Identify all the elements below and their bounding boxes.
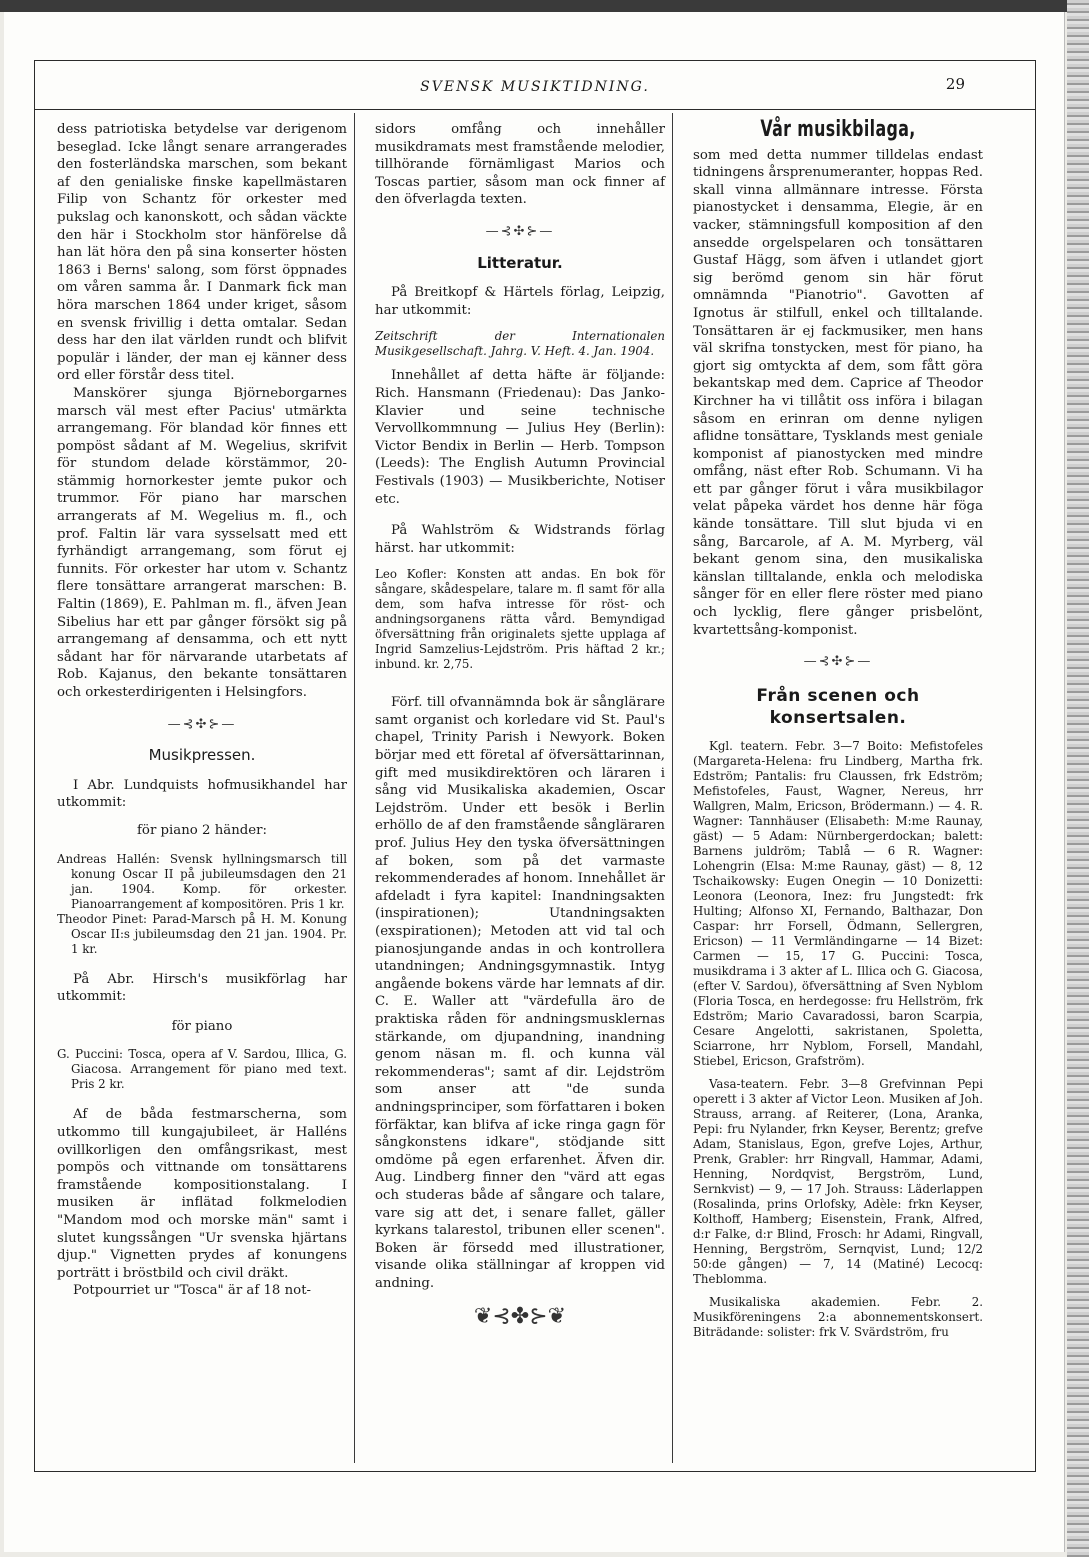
scan-right-edge [1067,0,1089,1557]
column-rule-left [354,113,355,1463]
entry: Leo Kofler: Konsten att andas. En bok för sångare, skådespelare, talare m. fl samt för alla dem, som hafva intresse för röst- och andningsorganens rätta vård. Bemyndigad öfversättning från originalets sjette upplaga af Ingrid Samzelius-Lejdström. Pris häftad 2 kr.; inbund. kr. 2,75. [375,567,665,672]
paragraph: På Breitkopf & Härtels förlag, Leipzig, har utkommit: [375,285,665,318]
spacer [375,680,665,694]
ornament: —⊰✣⊱— [167,716,237,732]
spacer [57,957,347,971]
column-3 [693,117,983,1340]
paragraph: Förf. till ofvannämnda bok är sånglärare samt organist och korledare vid St. Paul's chapel, Trinity Parish i Newyork. Boken börjar med ett företal af öfversättarinnan, gift med musikdirektören och läraren i sång vid Musikaliska akademien, Oscar Lejdström. Under ett besök i Berlin erhöllo de af den framstående sångläraren prof. Julius Hey den tyska öfversättningen af boken, som på det varmaste rekommenderades af honom. Innehållet är afdeladt i fyra kapitel: Inandningsakten (inspirationen); Utandningsakten (exspirationen); Metoden att vid tal och pianosjungande andas in och kontrollera utandningen; Andningsgymnastik. Intyg angående bokens värde har lemnats af dir. C. E. Waller att "värdefulla äro de praktiska råden för andningsmusklernas stärkande, om djupandning, inandning genom näsan m. fl. och kunna väl rekommenderas"; samt af dir. Lejdström som anser att "de sunda andningsprinciper, som författaren i boken förfäktar, kan blifva af icke ringa gagn för sångkonstens idkare", stödjande sitt omdöme på egen erfarenhet. Äfven dir. Aug. Lindberg finner den "värd att egas och studeras både af sångare och talare, vare sig att det, i senare fallet, gäller kyrkans talarestol, tribunen eller scenen". Boken är försedd med illustrationer, visande olika ställningar af kroppen vid andning. [375,695,665,1291]
paragraph: Manskörer sjunga Björneborgarnes marsch väl mest efter Pacius' utmärkta arrangemang. För blandad kör finnes ett pompöst sådant af M. Wegelius, skrifvit för stundom delade körstämmor, 20-stämmig hornorkester jemte pukor och trummor. För piano har marschen arrangerats af M. Wegelius m. fl., och prof. Faltin lär vara sysselsatt med ett fyrhändigt arrangemang, som förut ej funnits. För orkester har utom v. Schantz flere tonsättare arrangerat marschen: B. Faltin (1869), E. Pahlman m. fl., äfven Jean Sibelius har ett par gånger försökt sig på arrangemang af densamma, och ett nytt sådant har för närvarande utarbetats af Rob. Kajanus, den bekante tonsättaren och orkesterdirigenten i Helsingfors. [57,385,347,700]
spacer [57,1092,347,1106]
column-2 [375,121,665,1330]
entry: Zeitschrift der Internationalen Musikgesellschaft. Jahrg. V. Heft. 4. Jan. 1904. [375,329,665,359]
section-heading-musikbilaga: Vår musikbilaga, [760,117,916,142]
entry: G. Puccini: Tosca, opera af V. Sardou, Illica, G. Giacosa. Arrangement för piano med text. Pris 2 kr. [57,1047,347,1092]
paragraph: som med detta nummer tilldelas endast tidningens årsprenumeranter, hoppas Red. skall vinna allmännare intresse. Första pianostycket i densamma, Elegie, är en vacker, stämningsfull komposition af den ansedde orgelspelaren och tonsättaren Gustaf Hägg, som äfven i utlandet gjort sig berömd genom sin här förut omnämnda "Pianotrio". Gavotten af Ignotus är stilfull, enkel och tilltalande. Tonsättaren är ej fackmusiker, men hans väl skrifna tonstycken, mest för piano, ha gjort sig omtyckta af dem, som fått göra bekantskap med dem. Caprice af Theodor Kirchner ha vi tillåtit oss införa i bilagan såsom en erinran om denne nyligen aflidne tonsättare, Tysklands mest geniale komponist af pianostycken med mindre omfång, näst efter Rob. Schumann. Vi ha ett par gånger förut i våra musikbilagor velat påpeka värdet hos denne här föga kände tonsättare. Till slut bjuda vi en sång, Barcarole, af A. M. Myrberg, väl bekant genom sina, den musikaliska känslan tilltalande, enkla och melodiska sånger för en eller flere röster med piano och lycklig, flere gånger prisbelönt, kvartettsång-komponist. [693,147,983,638]
scan-top-edge [0,0,1089,12]
paragraph: Innehållet af detta häfte är följande: Rich. Hansmann (Friedenau): Das Janko-Klavier und seine technische Vervollkommnung — Julius Hey (Berlin): Victor Bendix in Berlin — Herb. Tompson (Leeds): The English Autumn Provincial Festivals (1903) — Musikberichte, Notiser etc. [375,368,665,507]
paragraph: På Wahlström & Widstrands förlag härst. har utkommit: [375,523,665,556]
entry: Andreas Hallén: Svensk hyllningsmarsch till konung Oscar II på jubileumsdagen den 21 jan. 1904. Komp. för orkester. Pianoarrangement af kompositören. Pris 1 kr. [57,851,347,911]
paragraph: Kgl. teatern. Febr. 3—7 Boito: Mefistofeles (Margareta-Helena: fru Lindberg, Martha frk. Edström; Pantalis: fru Claussen, frk Edström; Mefistofeles, Faust, Wagner, Nereus, hrr Wallgren, Malm, Ericson, Brödermann.) — 4. R. Wagner: Tannhäuser (Elisabeth: M:me Raunay, gäst) — 5 Adam: Nürnbergerdockan; balett: Barnens juldröm; Tablå — 6 R. Wagner: Lohengrin (Elsa: M:me Raunay, gäst) — 8, 12 Tschaikowsky: Eugen Onegin — 10 Donizetti: Leonora (Leonora, Inez: fru Jungstedt: frk Hulting; Alfonso XI, Fernando, Balthazar, Don Caspar: hrr Forsell, Ödmann, Sellergren, Ericson) — 11 Vermländingarne — 14 Bizet: Carmen — 15, 17 G. Puccini: Tosca, musikdrama i 3 akter af L. Illica och G. Giacosa, (efter V. Sardou), öfversättning af Sven Nyblom (Floria Tosca, en herdegosse: fru Hellström, frk Edström; Mario Cavaradossi, baron Scarpia, Cesare Angelotti, sakristanen, Spoletta, Sciarrone, hrr Nyblom, Forsell, Mandahl, Stiebel, Ericson, Grafström). [693,738,983,1068]
spacer [693,1287,983,1295]
spacer [693,1069,983,1077]
paragraph: Vasa-teatern. Febr. 3—8 Grefvinnan Pepi operett i 3 akter af Victor Leon. Musiken af Joh. Strauss, arrang. af Reiterer, (Lona, Aranka, Pepi: fru Nylander, frkn Keyser, Berentz; grefve Adam, Stanislaus, Egon, grefve Lojes, Arthur, Prenk, Grabler: hrr Ringvall, Hammar, Adami, Henning, Nordqvist, Bergström, Lund, Sernkvist) — 9, — 17 Joh. Strauss: Läderlappen (Rosalinda, prins Orlofsky, Adèle: frkn Keyser, Kolthoff, Hamberg; Eisenstein, Frank, Alfred, d:r Falke, d:r Blind, Frosch: hr Adami, Ringvall, Henning, Bergström, Sernqvist, Lund; 12/2 50:de gången) — 7, 14 (Matiné) Lecocq: Theblomma. [693,1076,983,1286]
column-rule-right [672,113,673,1463]
subheading: för piano [171,1018,233,1034]
paragraph: I Abr. Lundquists hofmusikhandel har utkommit: [57,777,347,811]
page-frame [34,60,1036,1472]
section-heading-scenen: Från scenen och konsertsalen. [756,685,920,728]
page-header [35,61,1035,110]
page-sheet [4,12,1065,1552]
column-1 [57,121,347,1300]
paragraph: Musikaliska akademien. Febr. 2. Musikföreningens 2:a abonnementskonsert. Biträdande: solister: frk V. Svärdström, fru [693,1294,983,1339]
entry: Theodor Pinet: Parad-Marsch på H. M. Konung Oscar II:s jubileumsdag den 21 jan. 1904. Pr. 1 kr. [57,911,347,956]
ornament: —⊰✣⊱— [485,223,555,239]
paragraph: På Abr. Hirsch's musikförlag har utkommit: [57,971,347,1005]
page-number: 29 [945,75,965,93]
ornament: —⊰✣⊱— [803,654,873,670]
section-heading-litteratur: Litteratur. [477,253,563,272]
paragraph: sidors omfång och innehåller musikdramats mest framstående melodier, tillhörande förnämligast Marios och Toscas partier, såsom man ock finner af den öfverlagda texten. [375,122,665,208]
subheading: för piano 2 händer: [137,822,267,838]
paragraph: Potpourriet ur "Tosca" är af 18 not- [73,1283,312,1299]
paragraph: dess patriotiska betydelse var derigenom beseglad. Icke långt senare arrangerades den fosterländska marschen, som bekant af den genialiske finske kapellmästaren Filip von Schantz för orkester med pukslag och kanonskott, och sådan väckte den här i Stockholm stor hänförelse då han lät höra den på sina konserter hösten 1863 i Berns' salong, som först öppnades om våren samma år. I Danmark fick man höra marschen 1864 under kriget, såsom en svensk frivillig i detta omtalar. Sedan dess har den ilat världen rundt och blifvit populär i länder, der man ej känner dess ord eller förstår dess titel. [57,122,347,384]
paragraph: Af de båda festmarscherna, som utkommo till kungajubileet, är Halléns ovillkorligen den omfångsrikast, mest pompös och vittnande om tonsättarens framstående kompositionstalang. I musiken är inflätad folkmelodien "Mandom mod och morske män" samt i slutet kungssången "Ur svenska hjärtans djup." Vignetten prydes af konungens porträtt i bröstbild och civil dräkt. [57,1107,347,1281]
ornament-tailpiece: ❦⊰✤⊱❦ [473,1304,567,1330]
running-title: SVENSK MUSIKTIDNING. [420,79,650,95]
section-heading-musikpressen: Musikpressen. [148,746,256,765]
spacer [375,508,665,522]
